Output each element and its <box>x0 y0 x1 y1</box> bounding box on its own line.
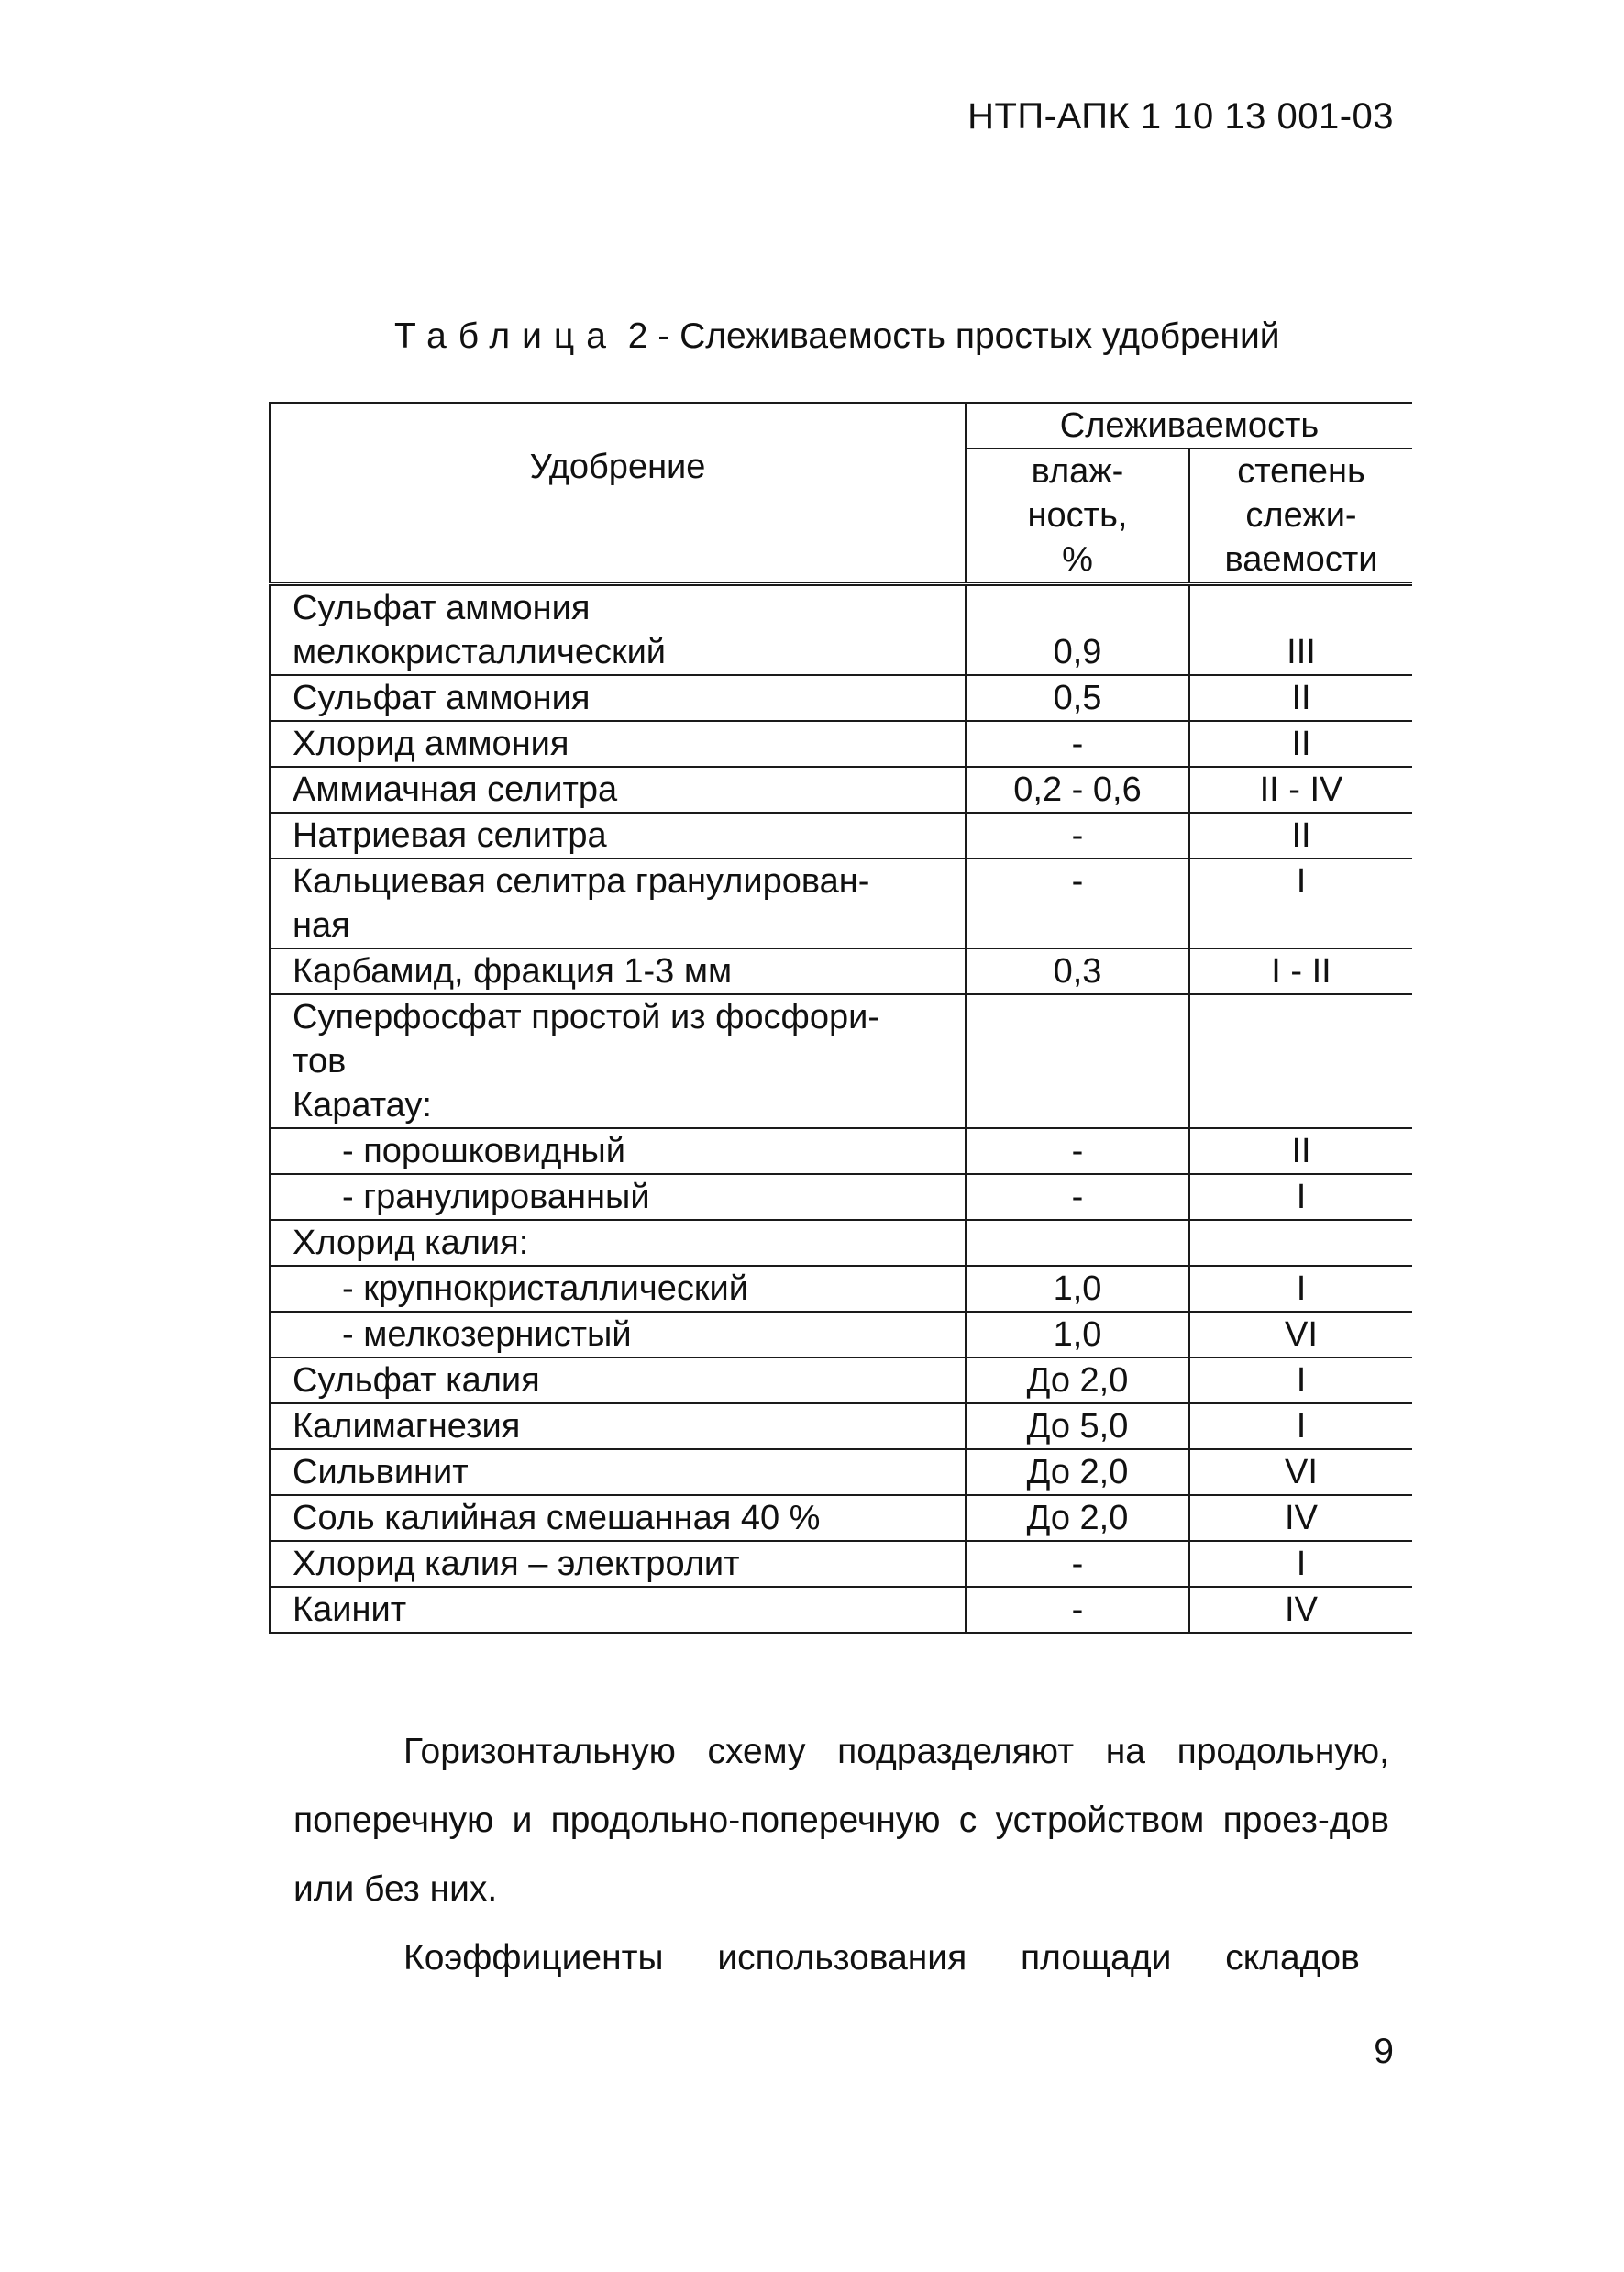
cell-moisture <box>966 1220 1189 1266</box>
cell-fertilizer-name: - крупнокристаллический <box>270 1266 966 1312</box>
cell-caking-degree: III <box>1189 584 1412 676</box>
table-head <box>270 403 1412 584</box>
cell-fertilizer-name: Сульфат аммония <box>270 675 966 721</box>
table-row <box>270 994 1412 1128</box>
header-fertilizer: Удобрение <box>270 403 966 584</box>
cell-fertilizer-name: Соль калийная смешанная 40 % <box>270 1495 966 1541</box>
cell-caking-degree: I <box>1189 1174 1412 1220</box>
paragraph-area-coefficients: Коэффициенты использования площади складов <box>403 1938 1360 1978</box>
cell-moisture: - <box>966 1587 1189 1633</box>
cell-moisture: - <box>966 1541 1189 1587</box>
cell-caking-degree: I <box>1189 1358 1412 1403</box>
cell-moisture: До 2,0 <box>966 1449 1189 1495</box>
cell-fertilizer-name: Сульфат аммония мелкокристаллический <box>270 584 966 676</box>
cell-fertilizer-name: Карбамид, фракция 1-3 мм <box>270 948 966 994</box>
table-row <box>270 1541 1412 1587</box>
table-row <box>270 859 1412 948</box>
table-row <box>270 584 1412 676</box>
cell-fertilizer-name: Хлорид калия – электролит <box>270 1541 966 1587</box>
cell-moisture: - <box>966 721 1189 767</box>
document-code: НТП-АПК 1 10 13 001-03 <box>967 96 1394 137</box>
cell-caking-degree: VI <box>1189 1449 1412 1495</box>
cell-fertilizer-name: Натриевая селитра <box>270 813 966 859</box>
cell-fertilizer-name: Каинит <box>270 1587 966 1633</box>
cell-moisture: До 5,0 <box>966 1403 1189 1449</box>
table-row <box>270 1403 1412 1449</box>
cell-moisture: - <box>966 813 1189 859</box>
table-caption-word: Таблица <box>394 316 618 356</box>
table-row <box>270 1220 1412 1266</box>
cell-caking-degree: I <box>1189 1541 1412 1587</box>
cell-fertilizer-name: Хлорид аммония <box>270 721 966 767</box>
cell-fertilizer-name: Хлорид калия: <box>270 1220 966 1266</box>
cell-fertilizer-name: Калимагнезия <box>270 1403 966 1449</box>
table-row <box>270 1312 1412 1358</box>
cell-caking-degree: II - IV <box>1189 767 1412 813</box>
table-row <box>270 1449 1412 1495</box>
cell-moisture: До 2,0 <box>966 1358 1189 1403</box>
table-row <box>270 1495 1412 1541</box>
table-row <box>270 948 1412 994</box>
cell-moisture: 0,2 - 0,6 <box>966 767 1189 813</box>
cell-caking-degree: VI <box>1189 1312 1412 1358</box>
table-header-row-top <box>270 403 1412 449</box>
cell-moisture: 1,0 <box>966 1266 1189 1312</box>
cell-moisture: - <box>966 1174 1189 1220</box>
cell-caking-degree: II <box>1189 675 1412 721</box>
cell-fertilizer-name: Кальциевая селитра гранулирован- ная <box>270 859 966 948</box>
caking-table <box>269 402 1412 1634</box>
table-row <box>270 1266 1412 1312</box>
table-row <box>270 1358 1412 1403</box>
cell-moisture: - <box>966 859 1189 948</box>
cell-fertilizer-name: Суперфосфат простой из фосфори- тов Каратау: <box>270 994 966 1128</box>
table-row <box>270 721 1412 767</box>
table-body <box>270 584 1412 1634</box>
header-caking: Слеживаемость <box>966 403 1412 449</box>
table-row <box>270 767 1412 813</box>
cell-caking-degree: II <box>1189 721 1412 767</box>
cell-fertilizer-name: - мелкозернистый <box>270 1312 966 1358</box>
cell-caking-degree: I <box>1189 859 1412 948</box>
cell-caking-degree: IV <box>1189 1587 1412 1633</box>
cell-moisture: 0,5 <box>966 675 1189 721</box>
cell-caking-degree: II <box>1189 1128 1412 1174</box>
cell-moisture: 0,3 <box>966 948 1189 994</box>
cell-caking-degree <box>1189 994 1412 1128</box>
cell-caking-degree: I - II <box>1189 948 1412 994</box>
cell-moisture <box>966 994 1189 1128</box>
table-caption-title: 2 - Слеживаемость простых удобрений <box>617 316 1280 356</box>
cell-moisture: - <box>966 1128 1189 1174</box>
table-row <box>270 1587 1412 1633</box>
cell-fertilizer-name: Аммиачная селитра <box>270 767 966 813</box>
cell-caking-degree: I <box>1189 1403 1412 1449</box>
table-row <box>270 1174 1412 1220</box>
table-caption <box>394 316 1403 357</box>
table-row <box>270 813 1412 859</box>
table-row <box>270 675 1412 721</box>
paragraph-horizontal-scheme: Горизонтальную схему подразделяют на продольную, поперечную и продольно-поперечную с устройством проез-дов или без них. <box>293 1732 1389 1909</box>
cell-caking-degree: I <box>1189 1266 1412 1312</box>
header-degree: степень слежи- ваемости <box>1189 449 1412 584</box>
header-moisture: влаж- ность, % <box>966 449 1189 584</box>
cell-moisture: 0,9 <box>966 584 1189 676</box>
cell-caking-degree: IV <box>1189 1495 1412 1541</box>
cell-fertilizer-name: - порошковидный <box>270 1128 966 1174</box>
cell-fertilizer-name: Сильвинит <box>270 1449 966 1495</box>
cell-fertilizer-name: - гранулированный <box>270 1174 966 1220</box>
cell-caking-degree <box>1189 1220 1412 1266</box>
cell-fertilizer-name: Сульфат калия <box>270 1358 966 1403</box>
page-number: 9 <box>1374 2032 1394 2071</box>
cell-moisture: 1,0 <box>966 1312 1189 1358</box>
cell-caking-degree: II <box>1189 813 1412 859</box>
table-row <box>270 1128 1412 1174</box>
cell-moisture: До 2,0 <box>966 1495 1189 1541</box>
